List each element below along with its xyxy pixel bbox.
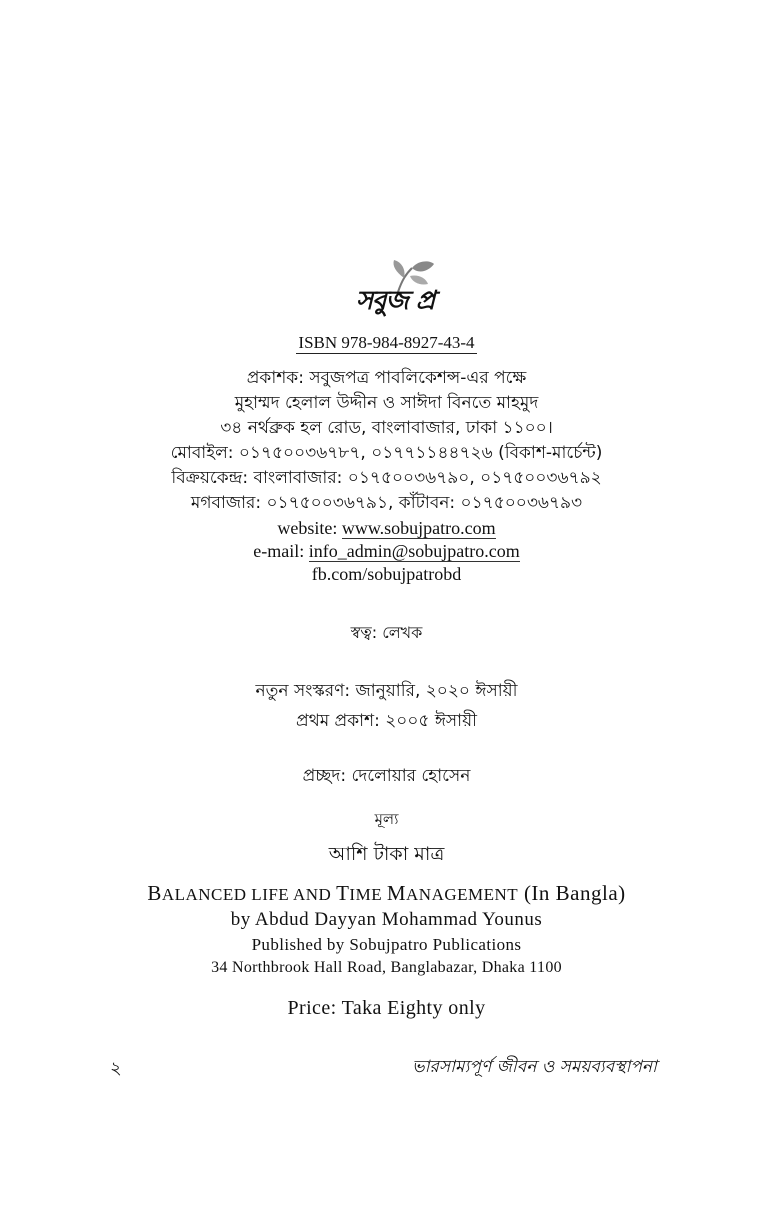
new-edition-line: নতুন সংস্করণ: জানুয়ারি, ২০২০ ঈসায়ী — [255, 681, 518, 701]
price-value: আশি টাকা মাত্র — [328, 843, 445, 865]
title-cap-t: T — [336, 881, 350, 905]
english-price: Price: Taka Eighty only — [287, 997, 486, 1019]
publisher-line-6: মগবাজার: ০১৭৫০০৩৬৭৯১, কাঁটাবন: ০১৭৫০০৩৬৭৯৩ — [190, 493, 583, 513]
price-label: মূল্য — [374, 810, 399, 828]
publisher-line-4: মোবাইল: ০১৭৫০০৩৬৭৮৭, ০১৭৭১১৪৪৭২৬ (বিকাশ-মার্চেন্ট) — [170, 443, 603, 463]
edition-block — [0, 676, 773, 736]
website-label: website: — [277, 518, 338, 538]
email-link[interactable]: info_admin@sobujpatro.com — [308, 541, 520, 561]
title-cap-m: M — [386, 881, 407, 905]
title-sc-alanced: ALANCED LIFE AND — [161, 885, 337, 904]
publisher-line-1: প্রকাশক: সবুজপত্র পাবলিকেশন্স-এর পক্ষে — [246, 368, 527, 388]
title-cap-b: B — [147, 881, 162, 905]
first-edition-line: প্রথম প্রকাশ: ২০০৫ ঈসায়ী — [296, 711, 477, 731]
email-line — [0, 540, 773, 563]
english-title — [0, 881, 773, 906]
publisher-line-2: মুহাম্মদ হেলাল উদ্দীন ও সাঈদা বিনতে মাহমুদ — [234, 393, 539, 413]
publisher-logo — [350, 258, 440, 330]
english-author: by Abdud Dayyan Mohammad Younus — [230, 909, 543, 930]
page-number: ২ — [110, 1058, 122, 1079]
email-label: e-mail: — [253, 541, 305, 561]
publisher-line-3: ৩৪ নর্থব্রুক হল রোড, বাংলাবাজার, ঢাকা ১১০০। — [220, 418, 553, 438]
contact-block — [0, 517, 773, 586]
website-link[interactable]: www.sobujpatro.com — [341, 518, 496, 538]
copyright-line: স্বত্ব: লেখক — [350, 623, 423, 642]
publisher-line-5: বিক্রয়কেন্দ্র: বাংলাবাজার: ০১৭৫০০৩৬৭৯০, ০১৭৫০০৩৬৭৯২ — [171, 468, 602, 488]
running-title: ভারসাম্যপূর্ণ জীবন ও সময়ব্যবস্থাপনা — [411, 1057, 657, 1077]
english-address: 34 Northbrook Hall Road, Banglabazar, Dhaka 1100 — [211, 959, 562, 976]
isbn-line — [0, 333, 773, 353]
title-sc-anagement: ANAGEMENT — [406, 885, 519, 904]
cover-credit: প্রচ্ছদ: দেলোয়ার হোসেন — [302, 766, 471, 786]
facebook-line: fb.com/sobujpatrobd — [311, 564, 462, 584]
isbn: ISBN 978-984-8927-43-4 — [298, 333, 475, 352]
english-publisher: Published by Sobujpatro Publications — [251, 935, 522, 954]
website-line — [0, 517, 773, 540]
title-sc-ime: IME — [349, 885, 387, 904]
logo-text: সবুজ প্র — [355, 286, 435, 316]
publisher-block — [0, 366, 773, 516]
title-suffix: (In Bangla) — [518, 881, 626, 905]
